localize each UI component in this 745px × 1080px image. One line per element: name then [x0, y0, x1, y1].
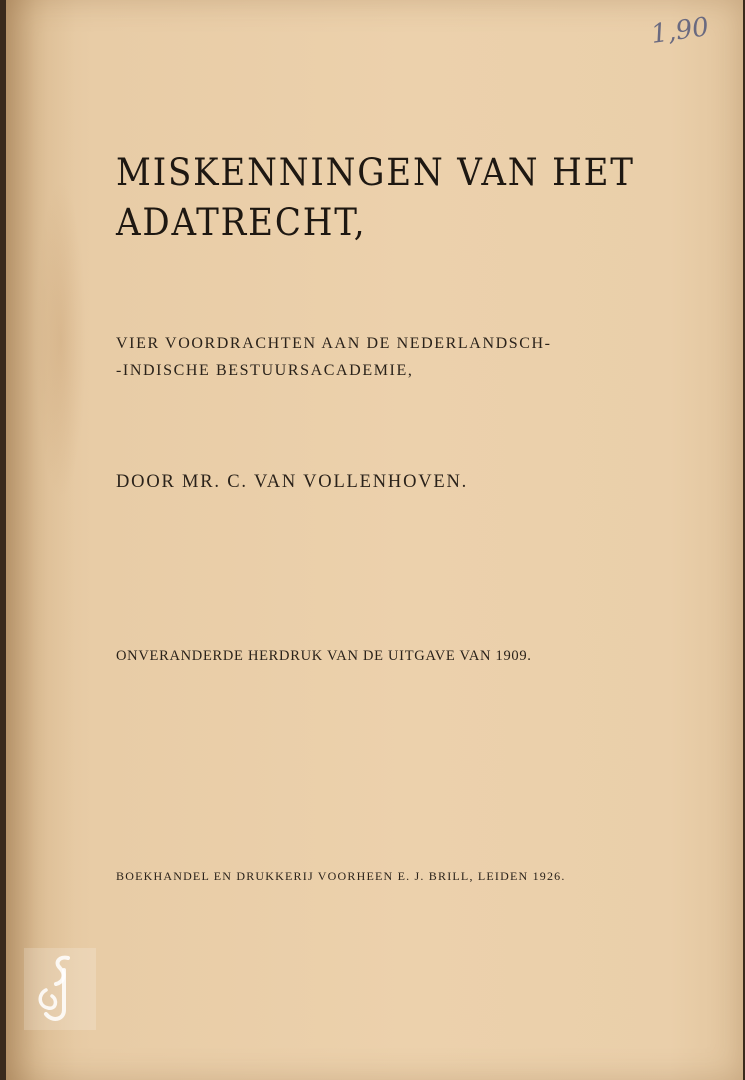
subtitle-line-1: VIER VOORDRACHTEN AAN DE NEDERLANDSCH- [116, 335, 552, 352]
title-line-1: MISKENNINGEN VAN HET [116, 151, 635, 194]
title-line-2: ADATRECHT, [116, 201, 367, 244]
paper-stain [36, 180, 86, 500]
bookseller-monogram-icon [24, 948, 96, 1030]
book-title [116, 148, 635, 248]
book-cover [6, 0, 743, 1080]
publisher-imprint: BOEKHANDEL EN DRUKKERIJ VOORHEEN E. J. BRILL, LEIDEN 1926. [116, 869, 566, 883]
spine-discoloration [6, 0, 76, 1080]
handwritten-price: 1,90 [649, 12, 711, 50]
book-subtitle [116, 330, 552, 384]
edition-note: ONVERANDERDE HERDRUK VAN DE UITGAVE VAN 1909. [116, 648, 532, 664]
book-author: DOOR MR. C. VAN VOLLENHOVEN. [116, 472, 469, 492]
subtitle-line-2: -INDISCHE BESTUURSACADEMIE, [116, 362, 414, 379]
